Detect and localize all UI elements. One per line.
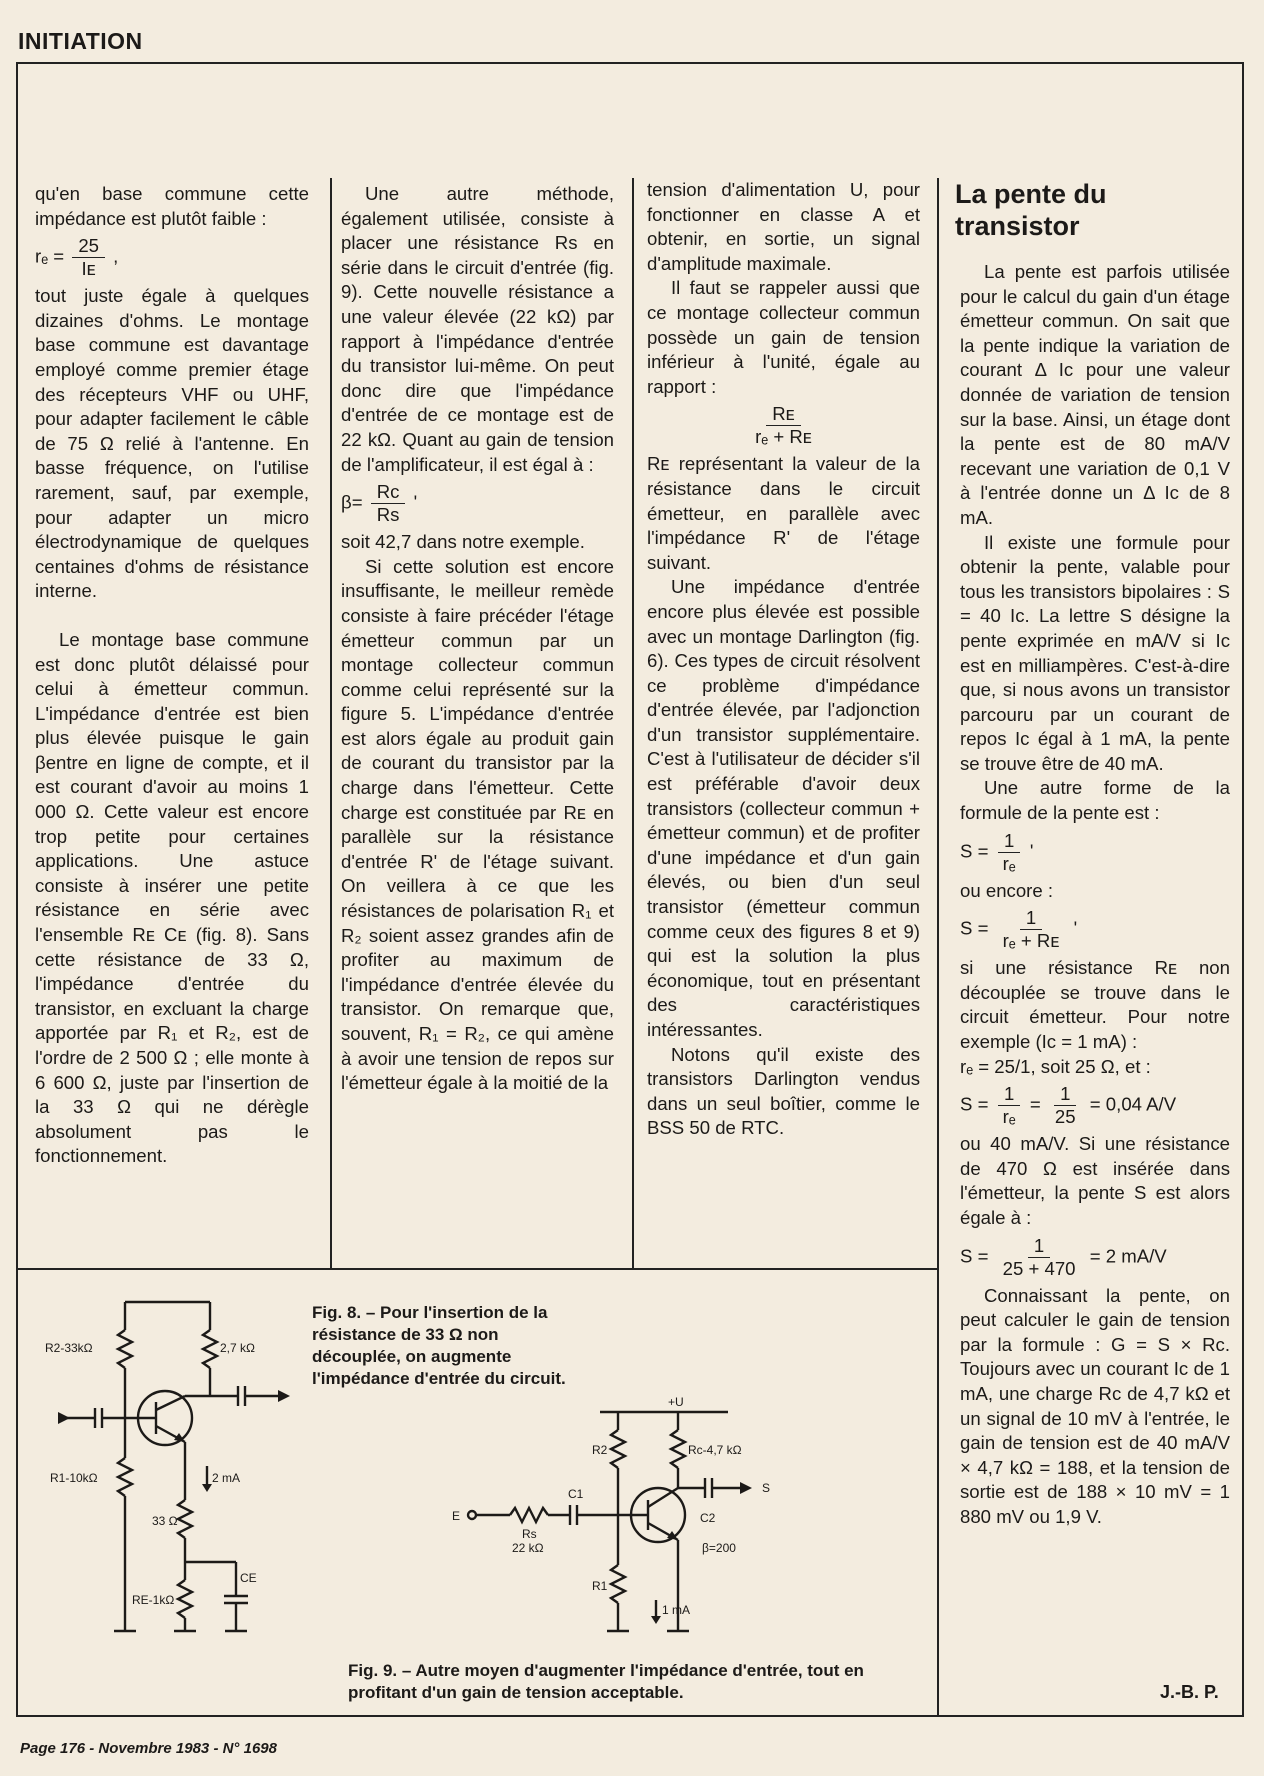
formula-tail: ' [1029,840,1034,862]
paragraph: Une impédance d'entrée encore plus élevée est possible avec un montage Darlington (fig. 6). Ces types de circuit résolvent ce problème d'impédance d'entrée élevée, par l'adjonction d'un transistor supplémentaire. C'est à l'utilisateur de décider s'il est préférable d'avoir deux transistors (collecteur commun + émetteur commun) et de profiter d'une impédance et d'un gain élevés, ou bien d'un seul transistor (émetteur commun comme ceux des figures 8 et 9) qui est la solution la plus économique, tout en présentant des caractéristiques intéressantes. [647,576,920,1040]
fraction [997,1235,1082,1280]
paragraph: rₑ = 25/1, soit 25 Ω, et : [960,1055,1151,1077]
formula-tail: ' [1073,917,1078,939]
transistor-collector [648,1488,678,1507]
denominator: 25 + 470 [1002,1257,1076,1279]
label-e: E [452,1509,461,1523]
formula-s1 [960,830,1230,875]
label-re: RE-1kΩ [132,1593,175,1607]
denominator: rₑ [1002,1106,1016,1128]
column-1 [35,182,309,1169]
formula-s4 [960,1235,1230,1280]
paragraph: ou 40 mA/V. Si une résistance de 470 Ω est insérée dans l'émetteur, la pente S est alors égale à : [960,1133,1230,1228]
denominator: rₑ + Rᴇ [1002,930,1060,952]
column-divider [937,178,939,1716]
paragraph: Connaissant la pente, on peut calculer le gain de tension par la formule : G = S × Rc. Toujours avec un courant Ic de 1 mA, une charge Rc de 4,7 kΩ et un signal de 10 mV à l'entrée, le gain de tension est de 40 mA/V × 4,7 kΩ = 188, et la tension de sortie est de 188 × 10 mV = 1 880 mV ou 1,9 V. [960,1284,1230,1527]
paragraph: tension d'alimentation U, pour fonctionner en classe A et obtenir, en sortie, un signal d'amplitude maximale. [647,179,920,274]
numerator: 25 [72,235,105,258]
formula-equals: = [1029,1093,1041,1115]
resistor [118,1458,132,1496]
column-divider [330,178,332,1268]
output-arrow [740,1482,752,1494]
resistor [611,1430,625,1468]
formula-lhs: S = [960,917,989,939]
numerator: Rc [371,481,406,504]
fig8-caption: Fig. 8. – Pour l'insertion de la résistance de 33 Ω non découplée, on augmente l'impédance d'entrée du circuit. [312,1303,566,1388]
numerator: 1 [1020,907,1042,930]
column-divider [632,178,634,1268]
formula-tail: = 2 mA/V [1089,1245,1167,1266]
denominator: rₑ + Rᴇ [755,426,812,448]
formula-lhs: rₑ = [35,245,65,267]
formula-beta [341,481,614,526]
denominator: rₑ [1002,852,1016,874]
paragraph: Le montage base commune est donc plutôt délaissé pour celui à émetteur commun. L'impédance d'entrée est bien plus élevée puisque le gain βentre en ligne de compte, et il est courant d'avoir au moins 1 000 Ω. Cette valeur est encore trop petite pour certaines applications. Une astuce consiste à insérer une petite résistance en série avec l'ensemble Rᴇ Cᴇ (fig. 8). Sans cette résistance de 33 Ω, l'impédance d'entrée du transistor, en excluant la charge apportée par R₁ et R₂, est de l'ordre de 2 500 Ω ; elle monte à 6 600 Ω, juste par l'insertion de la 33 Ω qui ne dérègle absolument pas le fonctionnement. [35,628,309,1167]
paragraph: Rᴇ représentant la valeur de la résistance dans le circuit émetteur, en parallèle avec l'impédance R' de l'étage suivant. [647,453,920,573]
label-c2: C2 [700,1511,716,1525]
numerator: 1 [998,830,1020,853]
paragraph: Une autre forme de la formule de la pente est : [960,777,1230,824]
resistor [118,1330,132,1368]
fraction [997,830,1022,875]
fraction [997,1083,1022,1128]
label-rs-value: 22 kΩ [512,1541,544,1555]
column-2 [341,182,614,1096]
label-rc: Rc-4,7 kΩ [688,1443,742,1457]
label-supply: +U [668,1395,684,1409]
paragraph: Il existe une formule pour obtenir la pente, valable pour tous les transistors bipolaires : S = 40 Ic. La lettre S désigne la pente exprimée en mA/V si Ic est en milliampères. C'est-à-dire que, si nous avons un transistor parcouru par un courant de repos Ic égal à 1 mA, la pente se trouve être de 40 mA. [960,531,1230,774]
paragraph: Si cette solution est encore insuffisante, le meilleur remède consiste à faire précéder l'étage émetteur commun par un montage collecteur commun comme celui représenté sur la figure 5. L'impédance d'entrée est alors égale au produit gain de courant du transistor par la charge dans l'émetteur. Cette charge est constituée par Rᴇ en parallèle sur la résistance d'entrée R' de l'étage suivant. On veillera à ce que les résistances de polarisation R₁ et R₂ soient assez grandes afin de profiter au maximum de l'impédance d'entrée élevée du transistor. On remarque que, souvent, R₁ = R₂, ce qui amène à avoir une tension de repos sur l'émetteur égale à la moitié de la [341,555,614,1094]
formula-tail: , [113,245,119,267]
fig8-schematic [40,1290,310,1660]
formula-s3 [960,1083,1230,1128]
paragraph: Il faut se rappeler aussi que ce montage collecteur commun possède un gain de tension inférieur à l'unité, égale au rapport : [647,277,920,397]
label-r2: R2-33kΩ [45,1341,93,1355]
formula-tail: = 0,04 A/V [1089,1093,1177,1115]
label-r1: R1-10kΩ [50,1471,98,1485]
label-c1: C1 [568,1487,584,1501]
label-r33: 33 Ω [152,1514,178,1528]
label-r2: R2 [592,1443,608,1457]
fraction [997,907,1066,952]
formula-gain-ratio [647,403,920,448]
section-title: La pente du transistor [955,179,1107,241]
label-r1: R1 [592,1579,608,1593]
input-arrow [58,1412,70,1424]
fraction [72,235,105,280]
formula-lhs: S = [960,840,989,862]
paragraph: soit 42,7 dans notre exemple. [341,531,585,553]
fig9-caption: Fig. 9. – Autre moyen d'augmenter l'impédance d'entrée, tout en profitant d'un gain de tension acceptable. [348,1661,864,1702]
output-arrow [278,1390,290,1402]
resistor [611,1565,625,1603]
numerator: 1 [1028,1235,1050,1258]
paragraph: La pente est parfois utilisée pour le calcul du gain d'un étage émetteur commun. On sait que la pente indique la variation de courant Δ Ic pour une valeur donnée de variation de tension sur la base. Ainsi, un étage dont la pente est de 80 mA/V recevant une variation de 0,1 V à l'entrée donne un Δ Ic de 8 mA. [960,261,1230,528]
fig9-schematic [440,1390,840,1650]
formula-lhs: S = [960,1245,989,1266]
section-header: INITIATION [18,28,143,54]
paragraph: si une résistance Rᴇ non découplée se trouve dans le circuit émetteur. Pour notre exemple (Ic = 1 mA) : [960,957,1230,1053]
formula-lhs: S = [960,1093,989,1115]
paragraph: Une autre méthode, également utilisée, consiste à placer une résistance Rs en série dans le circuit d'entrée (fig. 9). Cette nouvelle résistance a une valeur élevée (22 kΩ) par rapport à l'impédance d'entrée du transistor lui-même. On peut donc dire que l'impédance d'entrée de ce montage est de 22 kΩ. Quant au gain de tension de l'amplificateur, il est égal à : [341,183,614,475]
formula-s2 [960,907,1230,952]
fraction [371,481,406,526]
current-arrow [651,1616,661,1624]
resistor [178,1580,192,1618]
numerator: Rᴇ [766,403,801,426]
paragraph: ou encore : [960,879,1054,901]
numerator: 1 [1054,1083,1076,1106]
transistor-collector [156,1396,185,1410]
paragraph: tout juste égale à quelques dizaines d'ohms. Le montage base commune est davantage employé comme premier étage des récepteurs VHF ou UHF, pour adapter facilement le câble de 75 Ω relié à l'antenne. En basse fréquence, on l'utilise rarement, sauf, par exemple, pour adapter un micro électrodynamique de quelques centaines d'ohms de résistance interne. [35,285,309,602]
resistor [510,1508,548,1522]
label-rc: 2,7 kΩ [220,1341,255,1355]
author-signature: J.-B. P. [1160,1682,1219,1702]
denominator: Iᴇ [81,258,96,280]
formula-lhs: β= [341,491,363,513]
formula-tail: ' [413,491,418,513]
input-terminal [468,1511,476,1519]
label-current: 2 mA [212,1471,241,1485]
figure-divider [18,1268,938,1270]
column-3 [647,178,920,1141]
label-ce: CE [240,1571,257,1585]
formula-re [35,235,309,280]
label-s: S [762,1481,771,1495]
page-footer: Page 176 - Novembre 1983 - N° 1698 [20,1740,277,1757]
numerator: 1 [998,1083,1020,1106]
fraction [749,403,818,448]
label-rs: Rs [522,1527,537,1541]
resistor [671,1430,685,1468]
resistor [203,1330,217,1368]
paragraph: Notons qu'il existe des transistors Darlington vendus dans un seul boîtier, comme le BSS 50 de RTC. [647,1043,920,1139]
label-beta: β=200 [702,1541,736,1555]
denominator: Rs [376,504,400,526]
denominator: 25 [1054,1106,1076,1128]
column-4 [960,260,1230,1530]
current-arrow [202,1484,212,1492]
fraction [1049,1083,1082,1128]
resistor [178,1500,192,1538]
label-current: 1 mA [662,1603,691,1617]
paragraph: qu'en base commune cette impédance est plutôt faible : [35,183,309,229]
